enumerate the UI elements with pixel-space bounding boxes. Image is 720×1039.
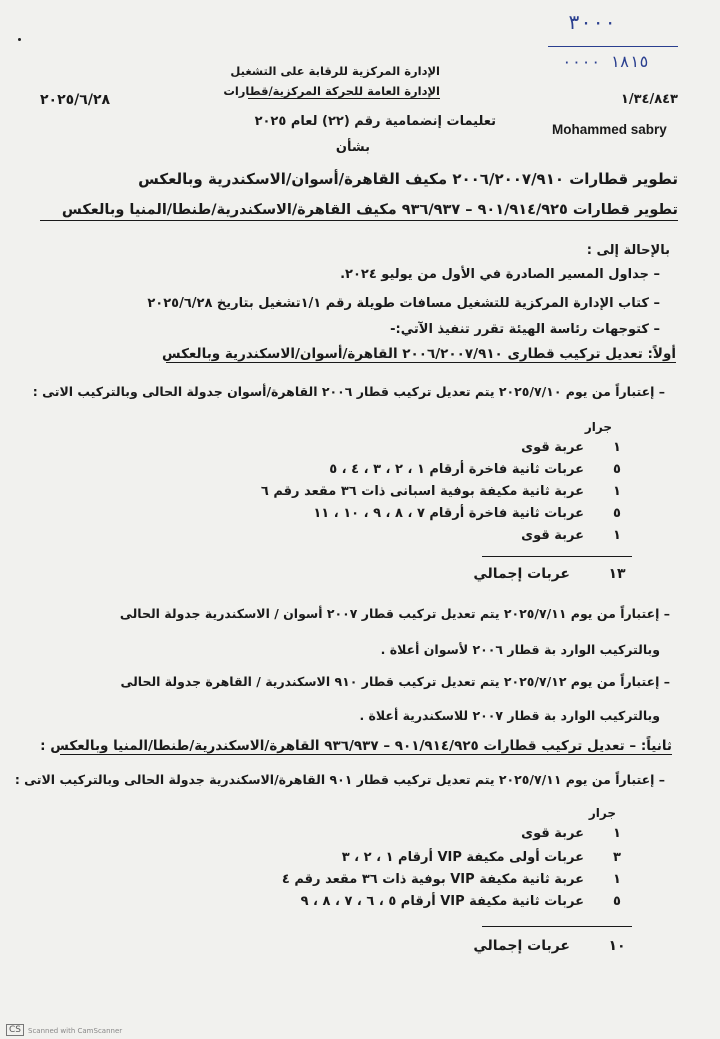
row-qty: ٥: [613, 462, 621, 477]
section2-row-3: [282, 872, 634, 887]
section1-intro: – إعتباراً من يوم ٢٠٢٥/٧/١٠ يتم تعديل تركيب قطار ٢٠٠٦ القاهرة/أسوان جدولة الحالى وبالتركيب الاتى :: [32, 384, 665, 399]
reference-item-2: – كتاب الإدارة المركزية للتشغيل مسافات طويلة رقم ١/١تشغيل بتاريخ ٢٠٢٥/٦/٢٨: [147, 296, 660, 311]
section2-tractor: جرار: [588, 806, 616, 820]
section1-title: أولاً: تعديل تركيب قطارى ٢٠٠٦/٢٠٠٧/٩١٠ القاهرة/أسوان/الاسكندرية وبالعكس: [162, 346, 676, 362]
row-desc: عربة قوى: [521, 440, 584, 455]
section1-row-5: [521, 528, 634, 543]
section2-intro: – إعتباراً من يوم ٢٠٢٥/٧/١١ يتم تعديل تركيب قطار ٩٠١ القاهرة/الاسكندرية جدولة الحالى وبالتركيب الاتى :: [14, 772, 665, 787]
section2-total-rule: [482, 926, 632, 927]
section2-title: ثانياً: – تعديل تركيب قطارات ٩٠١/٩١٤/٩٢٥ – ٩٣٦/٩٣٧ القاهرة/الاسكندرية/طنطا/المنيا وبالعكس :: [40, 738, 672, 754]
main-title-line2: تطوير قطارات ٩٠١/٩١٤/٩٢٥ – ٩٣٦/٩٣٧ مكيف القاهرة/الاسكندرية/طنطا/المنيا وبالعكس: [40, 202, 678, 221]
author-name: Mohammed sabry: [552, 122, 667, 137]
dept-line2: الإدارة العامة للحركة المركزية/قطارات: [223, 84, 440, 98]
camscanner-logo-icon: CS: [6, 1024, 24, 1036]
section1-note1-line1: – إعتباراً من يوم ٢٠٢٥/٧/١١ يتم تعديل تركيب قطار ٢٠٠٧ أسوان / الاسكندرية جدولة الحالى: [119, 606, 670, 621]
row-qty: ٣: [613, 850, 621, 865]
row-desc: عربات ثانية فاخرة أرقام ١ ، ٢ ، ٣ ، ٤ ، ٥: [329, 462, 584, 477]
section1-row-4: [313, 506, 634, 521]
section1-row-2: [329, 462, 634, 477]
instructions-title: تعليمات إنضمامية رقم (٢٢) لعام ٢٠٢٥: [254, 114, 496, 129]
row-qty: ١: [613, 826, 621, 841]
section1-note2-line1: – إعتباراً من يوم ٢٠٢٥/٧/١٢ يتم تعديل تركيب قطار ٩١٠ الاسكندرية / القاهرة جدولة الحالى: [120, 674, 670, 689]
row-desc: عربة قوى: [521, 826, 584, 841]
section1-row-1: [521, 440, 634, 455]
section2-total: [473, 938, 634, 954]
row-qty: ١: [613, 440, 621, 455]
total-qty: ١٣: [608, 566, 626, 582]
about-label: بشأن: [335, 140, 370, 155]
section1-row-3: [261, 484, 634, 499]
total-label: عربات إجمالي: [473, 566, 570, 582]
row-desc: عربات ثانية مكيفة VIP أرقام ٥ ، ٦ ، ٧ ، ٨ ، ٩: [300, 894, 584, 909]
row-desc: عربة ثانية مكيفة VIP بوفية ذات ٣٦ مقعد رقم ٤: [281, 872, 584, 887]
document-date: ٢٠٢٥/٦/٢٨: [40, 92, 111, 108]
row-desc: عربة ثانية مكيفة بوفية اسبانى ذات ٣٦ مقعد رقم ٦: [260, 484, 584, 499]
row-qty: ٥: [613, 894, 621, 909]
row-qty: ٥: [613, 506, 621, 521]
reference-number: ١/٣٤/٨٤٣: [620, 92, 678, 107]
section1-total-rule: [482, 556, 632, 557]
reference-item-3: – كتوجهات رئاسة الهيئة تقرر تنفيذ الآتي:-: [390, 322, 660, 337]
section1-tractor: جرار: [584, 420, 612, 434]
row-qty: ١: [613, 872, 621, 887]
section2-row-1: [521, 826, 634, 841]
dept-line1: الإدارة المركزية للرقابة على التشغيل: [230, 64, 440, 78]
reference-item-1: – جداول المسير الصادرة في الأول من يوليو ٢٠٢٤.: [340, 267, 660, 282]
section1-note1-line2: وبالتركيب الوارد بة قطار ٢٠٠٦ لأسوان أعلاة .: [380, 642, 660, 657]
speck: [18, 38, 21, 41]
section1-note2-line2: وبالتركيب الوارد بة قطار ٢٠٠٧ للاسكندرية أعلاة .: [359, 708, 660, 723]
references-intro: بالإحالة إلى :: [586, 243, 670, 258]
total-qty: ١٠: [608, 938, 626, 954]
section2-row-2: [342, 850, 634, 865]
row-desc: عربات أولى مكيفة VIP أرقام ١ ، ٢ ، ٣: [341, 850, 584, 865]
row-desc: عربات ثانية فاخرة أرقام ٧ ، ٨ ، ٩ ، ١٠ ، ١١: [313, 506, 584, 521]
row-qty: ١: [613, 528, 621, 543]
camscanner-footer-text: Scanned with CamScanner: [28, 1027, 123, 1035]
handwritten-number-top: ٣٠٠٠: [568, 10, 617, 34]
row-qty: ١: [613, 484, 621, 499]
main-title-line1: تطوير قطارات ٢٠٠٦/٢٠٠٧/٩١٠ مكيف القاهرة/أسوان/الاسكندرية وبالعكس: [138, 170, 678, 188]
handwritten-underline: [548, 46, 678, 47]
section2-row-4: [301, 894, 634, 909]
row-desc: عربة قوى: [521, 528, 584, 543]
total-label: عربات إجمالي: [473, 938, 570, 954]
handwritten-number-second: ١٨١٥ ٠٠٠٠: [562, 52, 649, 71]
section1-total: [473, 566, 634, 582]
